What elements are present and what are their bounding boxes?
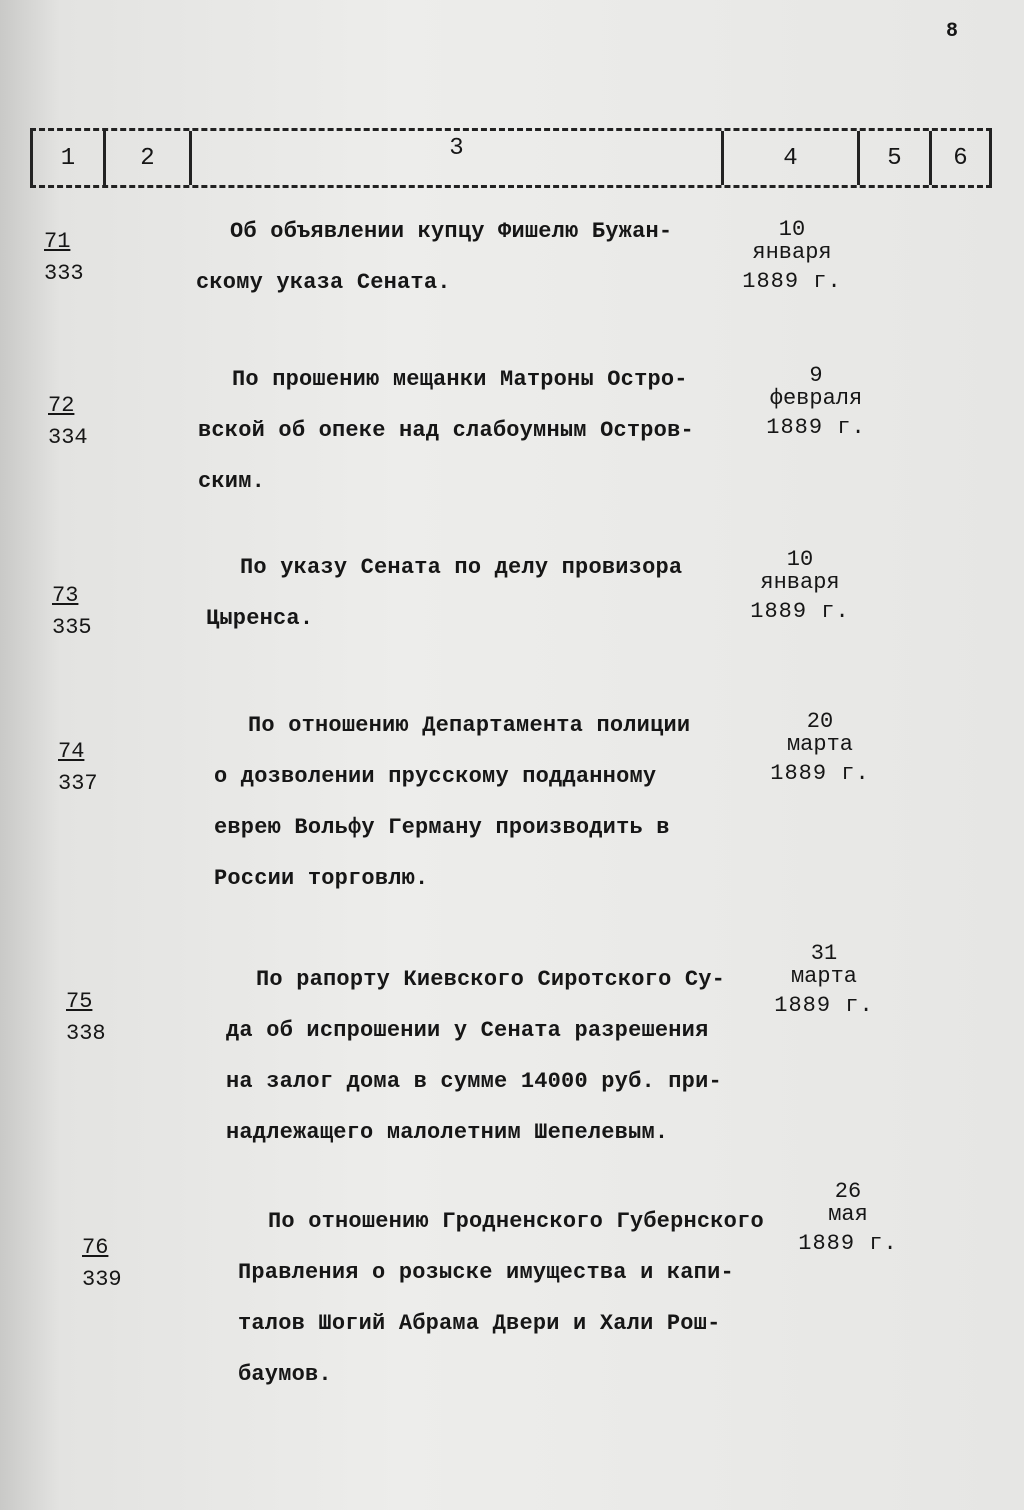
entry-text-line: ским. <box>198 469 266 494</box>
entry-text <box>206 542 746 644</box>
entry-number <box>66 986 106 1050</box>
entry-number-main: 76 <box>82 1235 109 1260</box>
column-header-2: 2 <box>106 131 192 185</box>
column-header-1: 1 <box>30 131 106 185</box>
entry-text-line: По прошению мещанки Матроны Остро- <box>232 367 688 392</box>
entry-number-sub: 338 <box>66 1021 106 1046</box>
entry-number <box>58 736 98 800</box>
entry-text-line: По отношению Департамента полиции <box>248 713 691 738</box>
entry-text-line: По указу Сената по делу провизора <box>240 555 683 580</box>
entry-number-sub: 339 <box>82 1267 122 1292</box>
entry-date-year: 1889 г. <box>774 993 874 1018</box>
entry-date <box>788 1180 908 1255</box>
column-header-row <box>30 128 992 188</box>
entry-date <box>760 710 880 785</box>
entry-text-line: на залог дома в сумме 14000 руб. при- <box>226 1069 722 1094</box>
entry-number <box>48 390 88 454</box>
entry-date-day: 10 <box>778 217 806 242</box>
entry-date-month: мая <box>828 1202 868 1227</box>
entry-text-line: скому указа Сената. <box>196 270 451 295</box>
column-header-5: 5 <box>860 131 932 185</box>
entry-date-day: 9 <box>809 363 823 388</box>
entry-date <box>756 364 876 439</box>
entry-text-line: Правления о розыске имущества и капи- <box>238 1260 734 1285</box>
entry-text <box>214 700 754 904</box>
entry-number-main: 71 <box>44 229 71 254</box>
entry-number-sub: 335 <box>52 615 92 640</box>
entry-date-day: 10 <box>786 547 814 572</box>
entry-text-line: надлежащего малолетним Шепелевым. <box>226 1120 669 1145</box>
entry-number-sub: 337 <box>58 771 98 796</box>
entry-date-year: 1889 г. <box>766 415 866 440</box>
entry-text-line: талов Шогий Абрама Двери и Хали Рош- <box>238 1311 721 1336</box>
entry-date-year: 1889 г. <box>770 761 870 786</box>
entry-date-month: февраля <box>769 386 863 411</box>
column-header-6: 6 <box>932 131 992 185</box>
entry-number <box>82 1232 122 1296</box>
entry-number-main: 72 <box>48 393 75 418</box>
entry-text-line: баумов. <box>238 1362 332 1387</box>
entry-date-month: января <box>760 570 840 595</box>
page-number: 8 <box>946 20 959 43</box>
entry-number-sub: 334 <box>48 425 88 450</box>
entry-text-line: По отношению Гродненского Губернского <box>268 1209 764 1234</box>
entry-date <box>732 218 852 293</box>
column-header-3: 3 <box>192 131 724 185</box>
entry-date-month: марта <box>786 732 853 757</box>
entry-date-year: 1889 г. <box>742 269 842 294</box>
entry-text <box>238 1196 778 1400</box>
entry-date-day: 26 <box>834 1179 862 1204</box>
entry-text <box>198 354 738 507</box>
entry-number <box>44 226 84 290</box>
entry-date <box>764 942 884 1017</box>
entry-date-month: января <box>752 240 832 265</box>
entry-text <box>226 954 766 1158</box>
entry-date-day: 31 <box>810 941 838 966</box>
entry-text-line: еврею Вольфу Герману производить в <box>214 815 670 840</box>
entry-date-year: 1889 г. <box>750 599 850 624</box>
entry-text-line: Цыренса. <box>206 606 314 631</box>
entry-text <box>196 206 736 308</box>
entry-number-main: 75 <box>66 989 93 1014</box>
entry-text-line: о дозволении прусскому подданному <box>214 764 657 789</box>
entry-text-line: России торговлю. <box>214 866 429 891</box>
entry-number-main: 73 <box>52 583 79 608</box>
entry-number <box>52 580 92 644</box>
entry-text-line: да об испрошении у Сената разрешения <box>226 1018 709 1043</box>
entry-text-line: Об объявлении купцу Фишелю Бужан- <box>230 219 673 244</box>
entry-text-line: По рапорту Киевского Сиротского Су- <box>256 967 726 992</box>
entry-number-sub: 333 <box>44 261 84 286</box>
entry-date-day: 20 <box>806 709 834 734</box>
entry-date-year: 1889 г. <box>798 1231 898 1256</box>
column-header-4: 4 <box>724 131 860 185</box>
entry-date <box>740 548 860 623</box>
entry-text-line: вской об опеке над слабоумным Остров- <box>198 418 694 443</box>
entry-number-main: 74 <box>58 739 85 764</box>
entry-date-month: марта <box>790 964 857 989</box>
